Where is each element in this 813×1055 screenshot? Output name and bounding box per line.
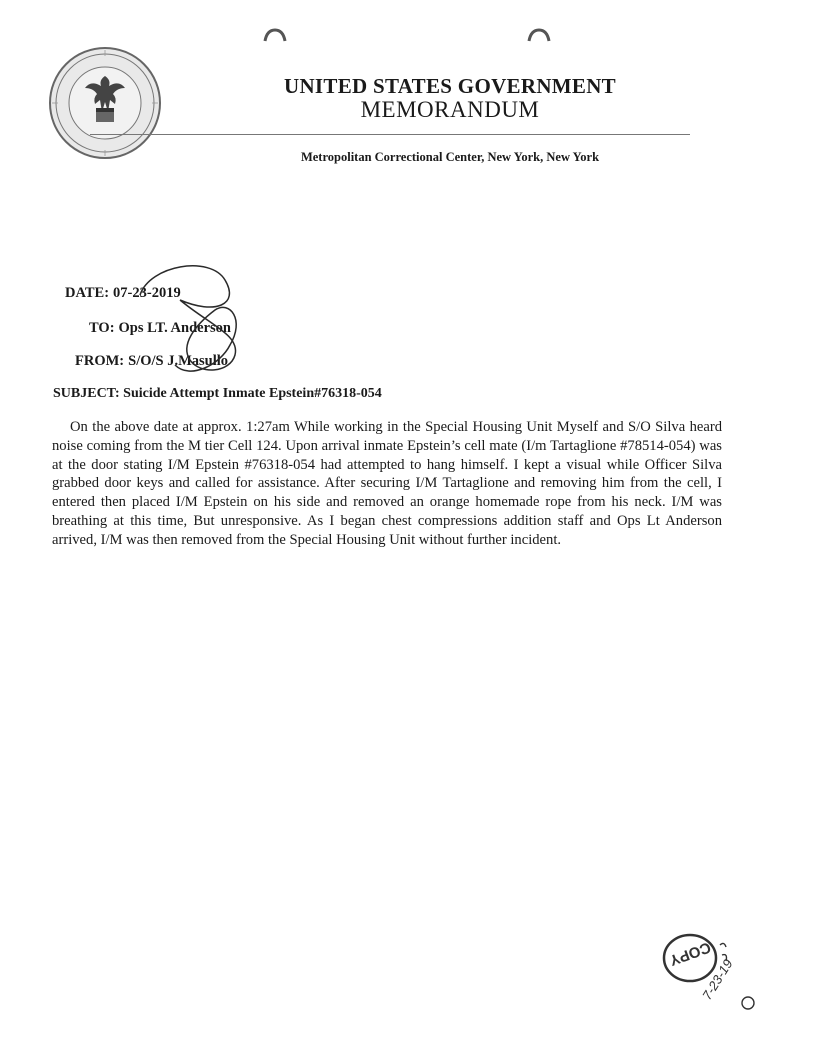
- copy-stamp-date: 7-23-19: [699, 956, 736, 1003]
- memo-body: [52, 418, 722, 550]
- copy-stamp-label: COPY: [667, 938, 713, 969]
- date-label: DATE:: [65, 285, 110, 301]
- punch-hole-left-icon: [263, 28, 287, 42]
- to-label: TO:: [89, 320, 115, 336]
- facility-location: Metropolitan Correctional Center, New York, New York: [300, 150, 600, 164]
- agency-title: UNITED STATES GOVERNMENT: [284, 74, 616, 98]
- to-value: Ops LT. Anderson: [118, 320, 231, 336]
- body-paragraph: On the above date at approx. 1:27am While working in the Special Housing Unit Myself and S/O Silva heard noise coming from the M tier Cell 124. Upon arrival inmate Epstein’s cell mate (I/m Tartaglione #78514-054) was at the door stating I/M Epstein #76318-054 had attempted to hang himself. I kept a visual while Officer Silva grabbed door keys and called for assistance. After securing I/M Tartaglione and removing him from the cell, I entered then placed I/M Epstein on his side and removed an orange homemade rope from his neck. I/M was breathing at this time, But unresponsive. As I began chest compressions addition staff and Ops Lt Anderson arrived, I/M was then removed from the Special Housing Unit without further incident.: [52, 419, 722, 548]
- from-line: [75, 353, 228, 370]
- header-divider: [90, 134, 690, 135]
- subject-line: [53, 386, 382, 402]
- to-line: [89, 320, 231, 337]
- from-value: S/O/S J.Masullo: [128, 353, 229, 369]
- from-label: FROM:: [75, 353, 125, 369]
- document-type-title: MEMORANDUM: [360, 97, 540, 122]
- subject-label: SUBJECT:: [53, 386, 120, 401]
- subject-value: Suicide Attempt Inmate Epstein#76318-054: [123, 386, 382, 401]
- date-value: 07-23-2019: [113, 285, 181, 301]
- punch-hole-right-icon: [527, 28, 551, 42]
- date-line: [65, 285, 181, 302]
- doj-seal-icon: [48, 46, 162, 160]
